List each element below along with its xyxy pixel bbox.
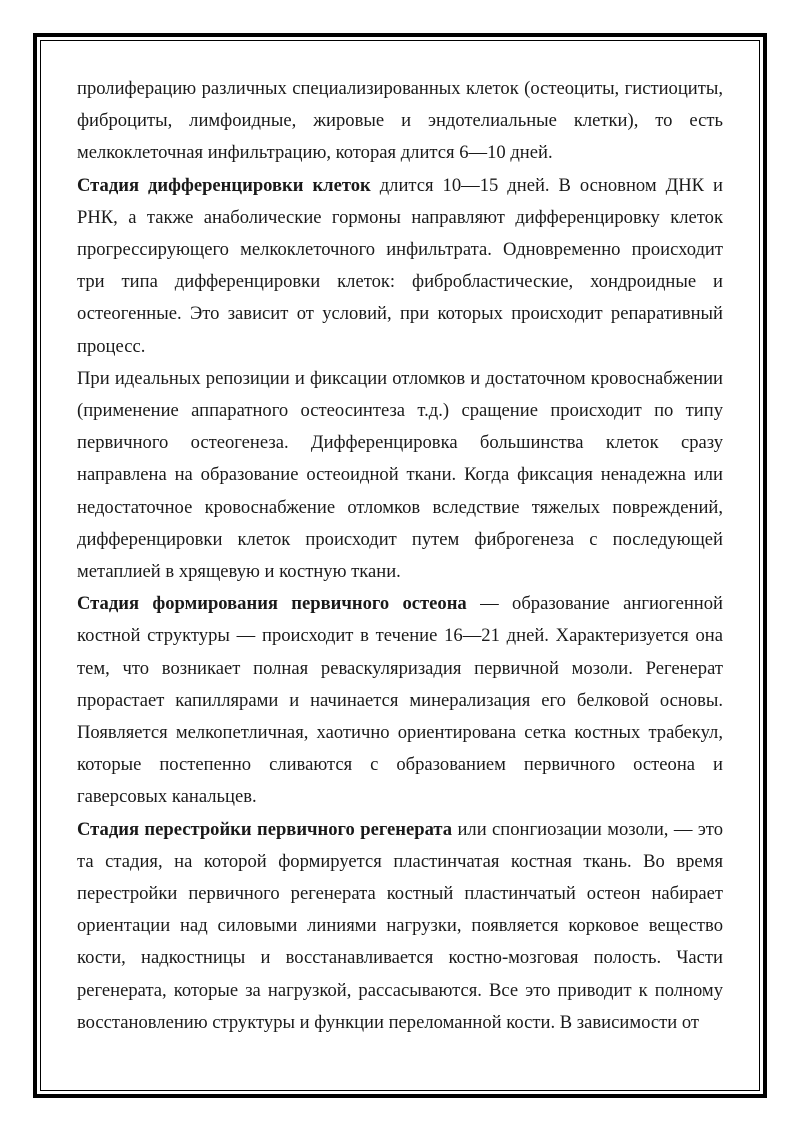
- stage-heading-differentiation: Стадия дифференцировки клеток: [77, 174, 371, 196]
- paragraph-text: пролиферацию различных специализированных клеток (остеоциты, гистиоциты, фиброциты, лимфоидные, жировые и эндотелиальные клетки), то есть мелкоклеточная инфильтрацию, которая длится 6—10 дней.: [77, 78, 723, 164]
- paragraph-ideal-reposition: [77, 363, 723, 588]
- paragraph-regenerate-restructuring: [77, 814, 723, 1039]
- document-body: [77, 73, 723, 1039]
- stage-heading-restructuring: Стадия перестройки первичного регенерата: [77, 818, 453, 840]
- paragraph-primary-osteon: [77, 588, 723, 813]
- paragraph-text: или спонгиозации мозоли, — это та стадия, на которой формируется пластинчатая костная ткань. Во время перестройки первичного регенерата костный пластинчатый остеон набирает ориентации над силовыми линиями нагрузки, появляется корковое вещество кости, надкостницы и восстанавливается костно-мозговая полость. Части регенерата, которые за нагрузкой, рассасываются. Все это приводит к полному восстановлению структуры и функции переломанной кости. В зависимости от: [77, 818, 723, 1033]
- paragraph-text: длится 10—15 дней. В основном ДНК и РНК, а также анаболические гормоны направляют дифференцировку клеток прогрессирующего мелкоклеточного инфильтрата. Одновременно происходит три типа дифференцировки клеток: фибробластические, хондроидные и остеогенные. Это зависит от условий, при которых происходит репаративный процесс.: [77, 174, 724, 357]
- paragraph-text: При идеальных репозиции и фиксации отломков и достаточном кровоснабжении (применение аппаратного остеосинтеза т.д.) сращение происходит по типу первичного остеогенеза. Дифференцировка большинства клеток сразу направлена на образование остеоидной ткани. Когда фиксация ненадежна или недостаточное кровоснабжение отломков вследствие тяжелых повреждений, дифференцировки клеток происходит путем фиброгенеза с последующей метаплией в хрящевую и костную ткани.: [77, 367, 723, 583]
- paragraph-text: — образование ангиогенной костной структуры — происходит в течение 16—21 дней. Характеризуется она тем, что возникает полная реваскуляризадия первичной мозоли. Регенерат прорастает капиллярами и начинается минерализация его белковой основы. Появляется мелкопетличная, хаотично ориентирована сетка костных трабекул, которые постепенно сливаются с образованием первичного остеона и гаверсовых канальцев.: [77, 593, 723, 808]
- paragraph-cell-differentiation: [77, 170, 723, 363]
- stage-heading-primary-osteon: Стадия формирования первичного остеона: [77, 593, 467, 615]
- paragraph-infiltration: [77, 73, 723, 170]
